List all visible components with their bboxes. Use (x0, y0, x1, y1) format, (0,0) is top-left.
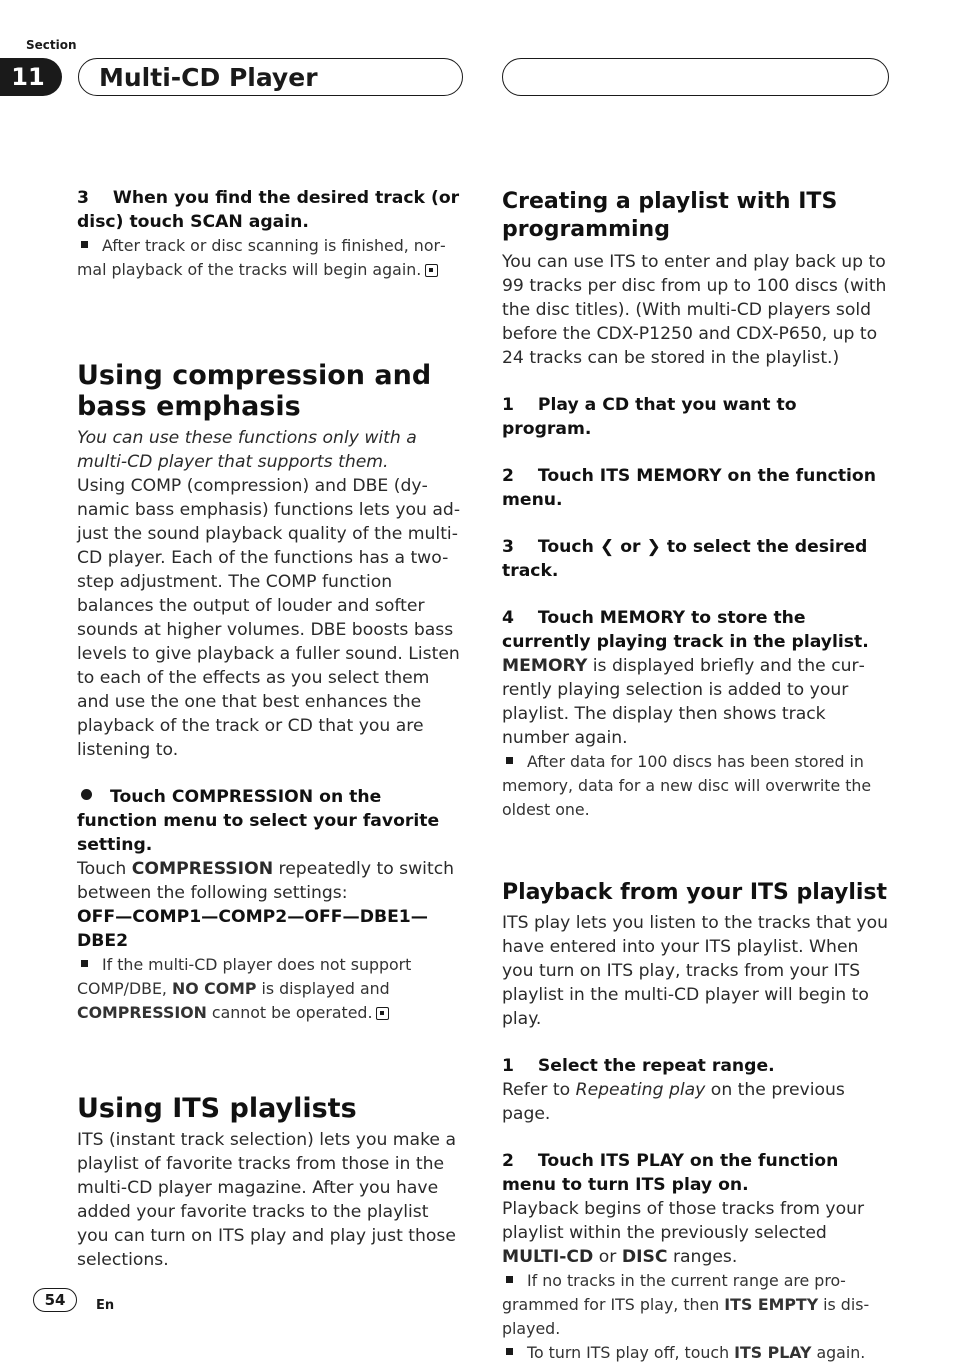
memory-note: After data for 100 discs has been stored in memory, data for a new disc will overwrite the oldest one. (502, 752, 872, 819)
step-touch-memory: 4 Touch MEMORY to store the currently playing track in the playlist. (502, 608, 869, 652)
step-its-play: 2 Touch ITS PLAY on the function menu to turn ITS play on. (502, 1151, 839, 1195)
left-column (77, 186, 465, 1272)
note-bullet-icon (506, 757, 513, 764)
heading-creating-playlist: Creating a playlist with ITS programming (502, 189, 838, 242)
section-number-tab: 11 (0, 58, 62, 96)
note-bullet-icon (81, 960, 88, 967)
heading-its-playlists: Using ITS playlists (77, 1093, 357, 1124)
compression-note: If the multi-CD player does not support COMP/DBE, NO COMP is displayed and COMPRESSION cannot be operated. (77, 955, 412, 1022)
section-label: Section (26, 38, 77, 52)
step-select-track: 3 Touch ❮ or ❯ to select the desired track. (502, 537, 868, 581)
its-play-body: Playback begins of those tracks from your playlist within the previously selected MULTI-CD or DISC ranges. (502, 1199, 865, 1267)
compression-instructions: Touch COMPRESSION repeatedly to switch between the following settings: (77, 859, 455, 903)
chevron-left-icon: ❮ (599, 537, 615, 557)
chevron-right-icon: ❯ (646, 537, 661, 557)
language-code: En (96, 1298, 115, 1313)
its-empty-note: If no tracks in the current range are programmed for ITS play, then ITS EMPTY is displayed. (502, 1271, 870, 1338)
creating-body: You can use ITS to enter and play back up to 99 tracks per disc from up to 100 discs (with the disc titles). (With multi-CD players sold before the CDX-P1250 and CDX-P650, up to 24 tracks can be stored in the playlist.) (502, 252, 887, 368)
scan-note: After track or disc scanning is finished, normal playback of the tracks will begin again. (77, 236, 446, 279)
chapter-title: Multi-CD Player (78, 58, 463, 96)
right-column (502, 186, 890, 1365)
its-body: ITS (instant track selection) lets you make a playlist of favorite tracks from those in the multi-CD player magazine. After you have added your favorite tracks to the playlist you can turn on ITS play and play just those selections. (77, 1130, 456, 1270)
heading-compression: Using compression and bass emphasis (77, 360, 432, 422)
compression-intro: You can use these functions only with a multi-CD player that supports them. (77, 428, 417, 472)
step-its-memory: 2 Touch ITS MEMORY on the function menu. (502, 466, 876, 510)
playback-body: ITS play lets you listen to the tracks that you have entered into your ITS playlist. When you turn on ITS play, tracks from your ITS playlist in the multi-CD player will begin to play. (502, 913, 889, 1029)
memory-body: MEMORY is displayed briefly and the currently playing selection is added to your playlist. The display then shows track number again. (502, 656, 865, 748)
repeat-range-ref: Refer to Repeating play on the previous page. (502, 1080, 845, 1124)
note-bullet-icon (506, 1276, 513, 1283)
end-mark-icon (376, 1007, 389, 1020)
end-mark-icon (425, 264, 438, 277)
compression-body: Using COMP (compression) and DBE (dynamic bass emphasis) functions lets you adjust the sound playback quality of the multi-CD player. Each of the functions has a two-step adjustment. The COMP function balances the output of louder and softer sounds at higher volumes. DBE boosts bass levels to give playback a fuller sound. Listen to each of the effects as you select them and use the one that best enhances the playback of the track or CD that you are listening to. (77, 476, 461, 760)
heading-playback-playlist: Playback from your ITS playlist (502, 880, 888, 905)
header-right-frame (502, 58, 889, 96)
step-scan-again: 3 When you find the desired track (or disc) touch SCAN again. (77, 188, 460, 232)
step-repeat-range: 1 Select the repeat range. (502, 1056, 775, 1076)
step-bullet-icon (81, 789, 92, 800)
page-number: 54 (33, 1288, 77, 1312)
step-play-cd: 1 Play a CD that you want to program. (502, 395, 797, 439)
note-bullet-icon (81, 241, 88, 248)
its-off-note: To turn ITS play off, touch ITS PLAY again. (502, 1341, 890, 1365)
compression-settings: OFF—COMP1—COMP2—OFF—DBE1—DBE2 (77, 907, 428, 951)
step-touch-compression: Touch COMPRESSION on the function menu to select your favorite setting. (77, 787, 440, 855)
